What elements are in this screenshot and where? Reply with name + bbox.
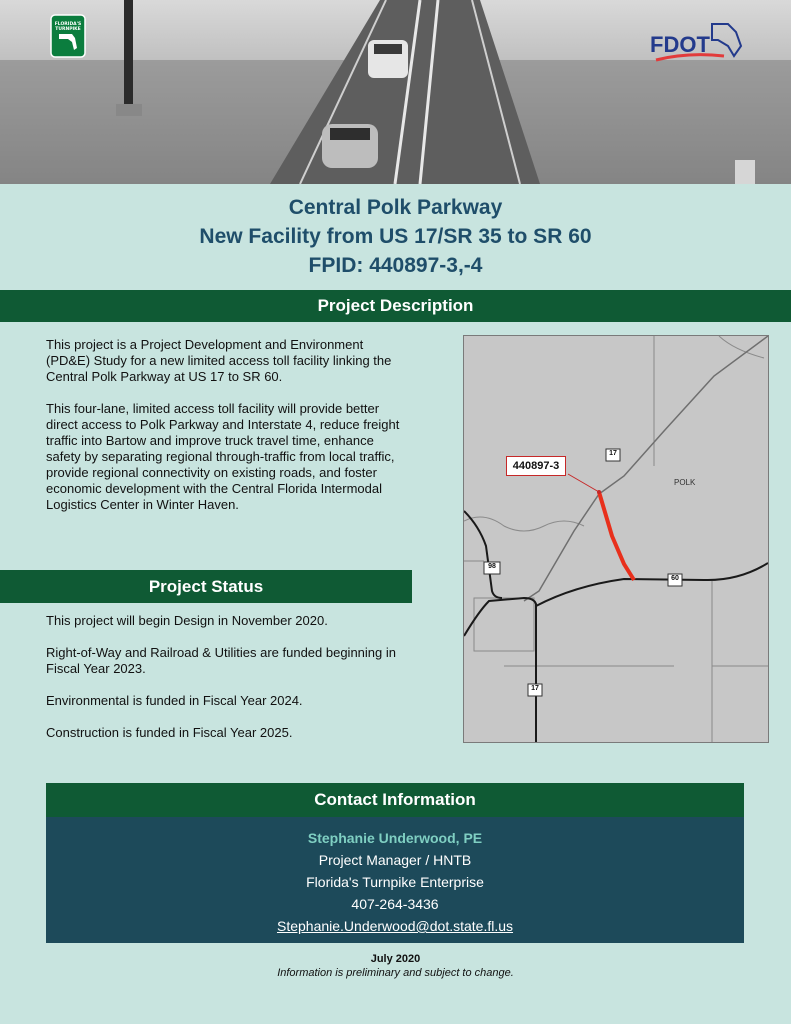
footer-date: July 2020 xyxy=(370,953,421,965)
project-title: Central Polk Parkway xyxy=(288,196,503,219)
county-label: POLK xyxy=(674,478,696,487)
project-status-text xyxy=(46,613,402,741)
svg-text:FLORIDA'S: FLORIDA'S xyxy=(54,22,82,27)
footer xyxy=(0,952,791,980)
contact-email-link[interactable]: Stephanie.Underwood@dot.state.fl.us xyxy=(276,918,514,934)
status-item: This project will begin Design in November 2020. xyxy=(46,613,328,628)
status-item: Right-of-Way and Railroad & Utilities are funded beginning in Fiscal Year 2023. xyxy=(46,645,396,676)
project-description-heading: Project Description xyxy=(0,290,791,322)
project-callout-label: 440897-3 xyxy=(506,456,566,476)
footer-disclaimer: Information is preliminary and subject to change. xyxy=(277,967,514,979)
contact-box xyxy=(46,817,744,943)
project-description-text xyxy=(46,337,402,513)
status-item: Environmental is funded in Fiscal Year 2024. xyxy=(46,693,303,708)
header-photo xyxy=(0,0,791,184)
us17-shield-south: 17 xyxy=(531,685,539,692)
description-paragraph: This four-lane, limited access toll facility will provide better direct access to Polk Parkway and Interstate 4, reduce freight traffic into Bartow and improve truck travel time, enhance safety by separating regional through-traffic from local traffic, provide regional connectivity on existing roads, and foster economic development with the Central Florida Intermodal Logistics Center in Winter Haven. xyxy=(46,401,400,512)
fdot-logo xyxy=(648,18,744,64)
description-paragraph: This project is a Project Development and Environment (PD&E) Study for a new limited access toll facility linking the Central Polk Parkway at US 17 to SR 60. xyxy=(46,337,392,384)
contact-role: Project Manager / HNTB xyxy=(318,852,472,868)
contact-information-heading: Contact Information xyxy=(46,783,744,817)
florida-turnpike-logo xyxy=(50,14,86,58)
project-fpid: FPID: 440897-3,-4 xyxy=(308,254,483,277)
project-subtitle: New Facility from US 17/SR 35 to SR 60 xyxy=(199,225,592,248)
svg-text:FDOT: FDOT xyxy=(650,32,710,57)
sr60-shield: 60 xyxy=(671,575,679,582)
title-block xyxy=(0,193,791,280)
status-item: Construction is funded in Fiscal Year 2025. xyxy=(46,725,293,740)
contact-name: Stephanie Underwood, PE xyxy=(307,830,483,846)
project-location-map xyxy=(463,335,769,743)
contact-organization: Florida's Turnpike Enterprise xyxy=(306,874,484,890)
us17-shield-north: 17 xyxy=(609,450,617,457)
contact-phone: 407-264-3436 xyxy=(351,896,439,912)
route98-shield: 98 xyxy=(488,563,496,570)
svg-text:TURNPIKE: TURNPIKE xyxy=(55,27,81,32)
project-status-heading: Project Status xyxy=(0,570,412,603)
